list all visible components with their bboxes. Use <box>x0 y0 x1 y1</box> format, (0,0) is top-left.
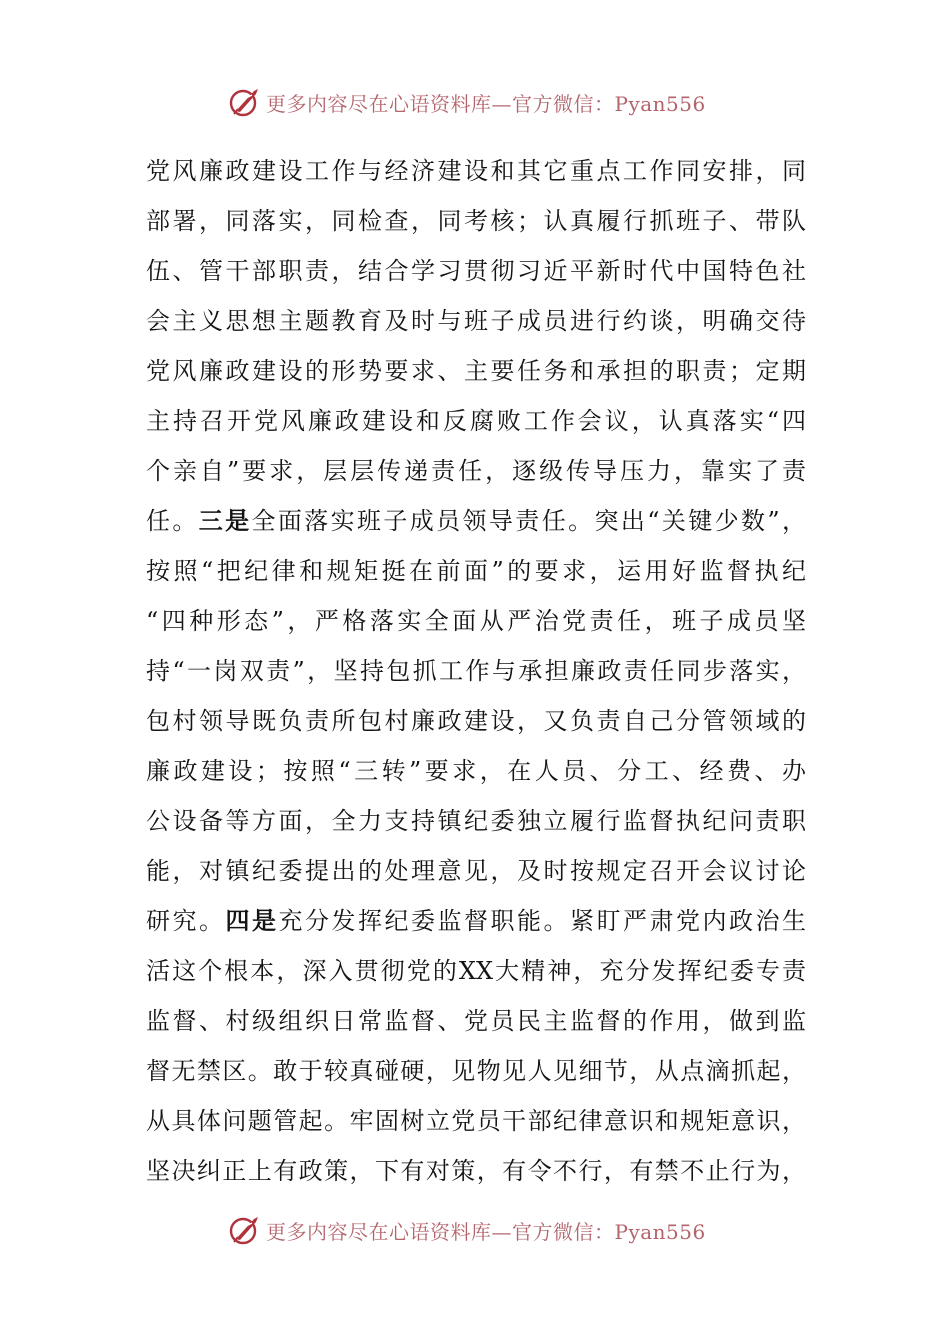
bold-heading-marker: 四是 <box>225 906 279 935</box>
text-segment: 个亲自”要求，层层传递责任，逐级传导压力，靠实了责 <box>146 457 806 485</box>
text-segment: 公设备等方面，全力支持镇纪委独立履行监督执纪问责职 <box>146 807 806 835</box>
text-line <box>146 946 806 996</box>
text-segment: 活这个根本，深入贯彻党的XX大精神，充分发挥纪委专责 <box>146 957 806 985</box>
text-segment: 任。 <box>146 507 199 535</box>
footer-watermark-text: 更多内容尽在心语资料库—官方微信：Pyan556 <box>266 1219 706 1244</box>
bold-heading-marker: 三是 <box>198 506 252 535</box>
text-segment: 能，对镇纪委提出的处理意见，及时按规定召开会议讨论 <box>146 857 806 885</box>
text-segment: 包村领导既负责所包村廉政建设，又负责自己分管领域的 <box>146 707 806 735</box>
text-segment: 督无禁区。敢于较真碰硬，见物见人见细节，从点滴抓起， <box>146 1057 806 1085</box>
text-line <box>146 646 806 696</box>
text-line <box>146 296 806 346</box>
text-line <box>146 1046 806 1096</box>
text-segment: 会主义思想主题教育及时与班子成员进行约谈，明确交待 <box>146 307 806 335</box>
text-segment: 部署，同落实，同检查，同考核；认真履行抓班子、带队 <box>146 207 806 235</box>
text-line <box>146 746 806 796</box>
text-line <box>146 1096 806 1146</box>
text-segment: 伍、管干部职责，结合学习贯彻习近平新时代中国特色社 <box>146 257 806 285</box>
text-line <box>146 996 806 1046</box>
text-line <box>146 146 806 196</box>
text-segment: 坚决纠正上有政策，下有对策，有令不行，有禁不止行为， <box>146 1157 806 1185</box>
text-line <box>146 396 806 446</box>
text-line <box>146 1146 806 1196</box>
document-body <box>146 146 806 1196</box>
text-line <box>146 796 806 846</box>
text-segment: 主持召开党风廉政建设和反腐败工作会议，认真落实“四 <box>146 407 806 435</box>
footer-watermark-banner <box>228 1210 748 1250</box>
text-segment: 监督、村级组织日常监督、党员民主监督的作用，做到监 <box>146 1007 806 1035</box>
text-line <box>146 696 806 746</box>
header-watermark-text: 更多内容尽在心语资料库—官方微信：Pyan556 <box>266 91 706 116</box>
text-line <box>146 246 806 296</box>
text-segment: 党风廉政建设工作与经济建设和其它重点工作同安排，同 <box>146 157 806 185</box>
text-line <box>146 496 806 546</box>
text-line <box>146 446 806 496</box>
text-segment: 廉政建设；按照“三转”要求，在人员、分工、经费、办 <box>146 757 806 785</box>
text-segment: 党风廉政建设的形势要求、主要任务和承担的职责；定期 <box>146 357 806 385</box>
text-line <box>146 896 806 946</box>
text-line <box>146 196 806 246</box>
text-line <box>146 346 806 396</box>
text-segment: 持“一岗双责”，坚持包抓工作与承担廉政责任同步落实， <box>146 657 806 685</box>
header-watermark-banner <box>228 82 748 122</box>
text-segment: 从具体问题管起。牢固树立党员干部纪律意识和规矩意识， <box>146 1107 806 1135</box>
text-line <box>146 546 806 596</box>
quill-logo-icon <box>228 85 262 119</box>
text-segment: “四种形态”，严格落实全面从严治党责任，班子成员坚 <box>146 607 806 635</box>
text-segment: 研究。 <box>146 907 226 935</box>
text-segment: 按照“把纪律和规矩挺在前面”的要求，运用好监督执纪 <box>146 557 806 585</box>
text-segment: 全面落实班子成员领导责任。突出“关键少数”， <box>251 507 807 535</box>
text-line <box>146 846 806 896</box>
quill-logo-icon <box>228 1213 262 1247</box>
text-segment: 充分发挥纪委监督职能。紧盯严肃党内政治生 <box>278 907 806 935</box>
text-line <box>146 596 806 646</box>
